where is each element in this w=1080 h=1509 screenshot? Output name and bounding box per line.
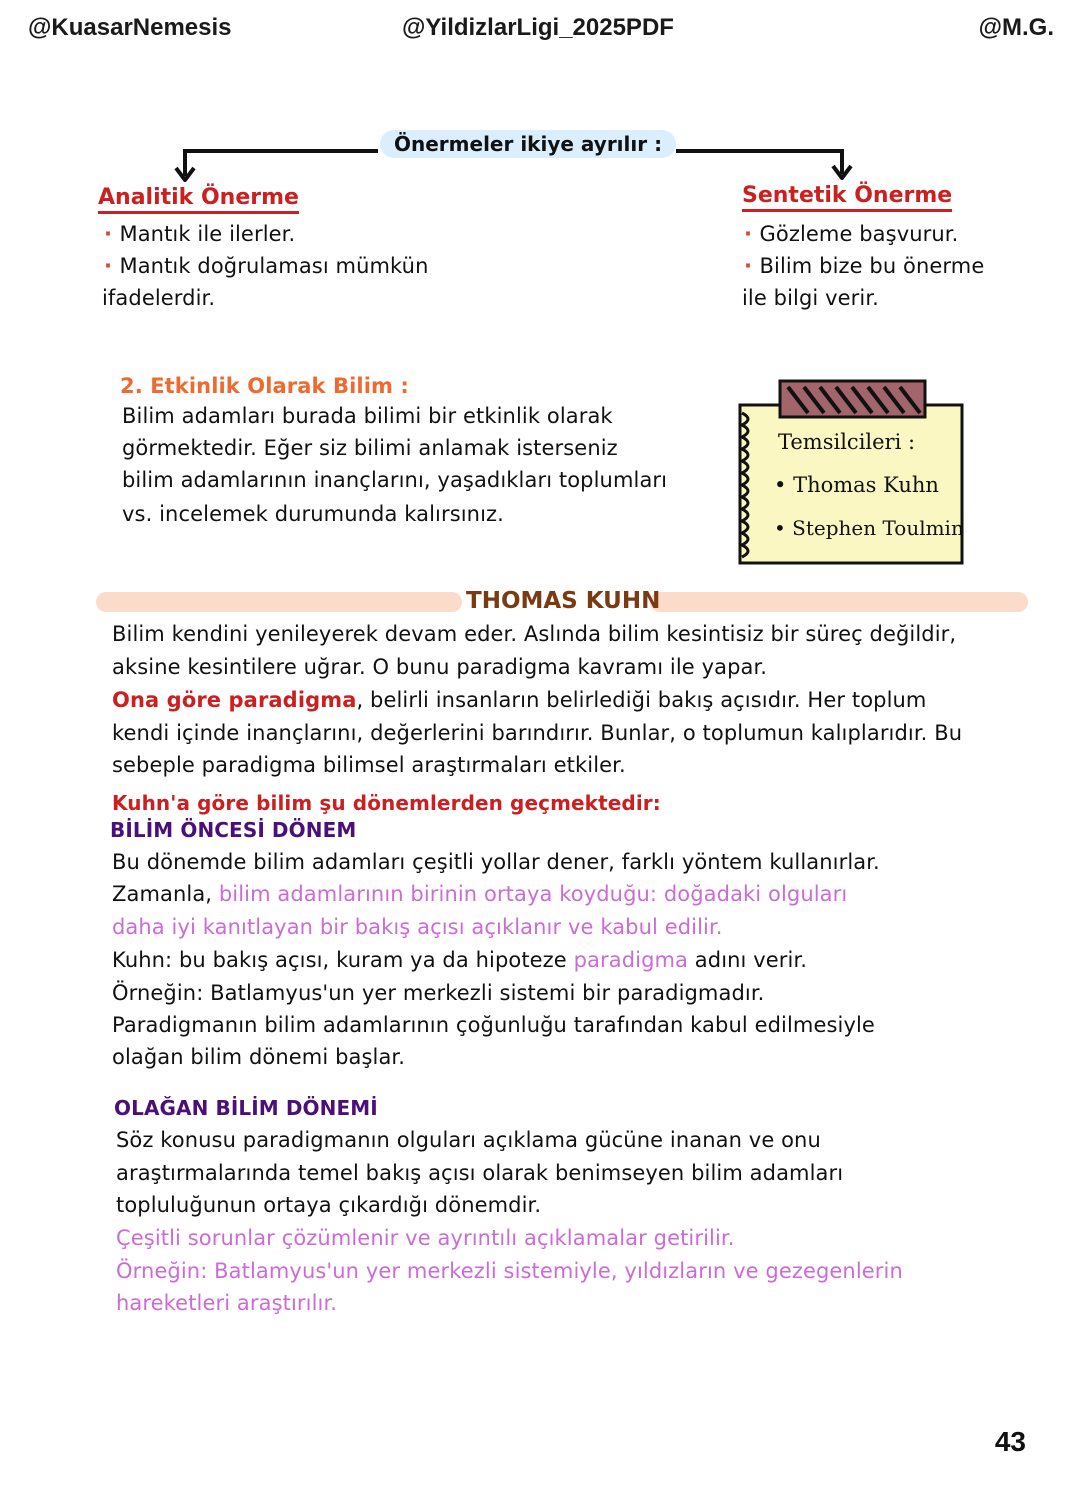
synthetic-item-2-cont: ile bilgi verir. xyxy=(742,286,879,310)
kuhn-line-3: Ona göre paradigma, belirli insanların belirlediği bakış açısıdır. Her toplum xyxy=(112,688,927,712)
section-bar-left xyxy=(96,592,462,612)
section-bar-right xyxy=(650,592,1028,612)
pre-science-line-6: Paradigmanın bilim adamlarının çoğunluğu tarafından kabul edilmesiyle xyxy=(112,1013,875,1037)
normal-science-line-6: hareketleri araştırılır. xyxy=(116,1291,338,1315)
activity-science-line-2: görmektedir. Eğer siz bilimi anlamak isterseniz xyxy=(122,436,618,460)
pre-science-period-title: BİLİM ÖNCESİ DÖNEM xyxy=(110,818,357,842)
kuhn-line-5: sebeple paradigma bilimsel araştırmaları etkiler. xyxy=(112,753,626,777)
bullet-icon: • xyxy=(774,473,794,497)
pre-science-line-5: Örneğin: Batlamyus'un yer merkezli sistemi bir paradigmadır. xyxy=(112,981,765,1005)
kuhn-line-4: kendi içinde inançlarını, değerlerini barındırır. Bunlar, o toplumun kalıplarıdır. Bu xyxy=(112,721,963,745)
normal-science-period-title: OLAĞAN BİLİM DÖNEMİ xyxy=(114,1096,378,1120)
pre-science-line-1: Bu dönemde bilim adamları çeşitli yollar dener, farklı yöntem kullanırlar. xyxy=(112,850,880,874)
synthetic-proposition-title: Sentetik Önerme xyxy=(742,183,952,212)
pre-science-line-3: daha iyi kanıtlayan bir bakış açısı açıklanır ve kabul edilir. xyxy=(112,915,723,939)
header-center-handle: @YildizlarLigi_2025PDF xyxy=(402,14,674,41)
pre-science-line-2: Zamanla, bilim adamlarının birinin ortaya koyduğu: doğadaki olguları xyxy=(112,882,848,906)
bullet-icon: · xyxy=(104,222,120,246)
bullet-icon: • xyxy=(774,516,793,540)
analytic-proposition-title: Analitik Önerme xyxy=(98,185,299,214)
normal-science-line-3: topluluğunun ortaya çıkardığı dönemdir. xyxy=(116,1193,542,1217)
note-title: Temsilcileri : xyxy=(778,430,916,454)
proposition-split-arrows xyxy=(0,0,1080,200)
pre-science-line-7: olağan bilim dönemi başlar. xyxy=(112,1045,405,1069)
kuhn-line-2: aksine kesintilere uğrar. O bunu paradigma kavramı ile yapar. xyxy=(112,655,768,679)
paradigm-definition-lead: Ona göre paradigma xyxy=(112,688,357,712)
synthetic-item-1: · Gözleme başvurur. xyxy=(744,222,959,246)
synthetic-item-2: · Bilim bize bu önerme xyxy=(744,254,985,278)
page-number: 43 xyxy=(994,1426,1026,1457)
propositions-title: Önermeler ikiye ayrılır : xyxy=(380,130,676,158)
kuhn-periods-intro: Kuhn'a göre bilim şu dönemlerden geçmektedir: xyxy=(112,791,661,815)
header-left-handle: @KuasarNemesis xyxy=(28,14,232,41)
header-right-handle: @M.G. xyxy=(978,14,1054,41)
normal-science-line-2: araştırmalarında temel bakış açısı olarak benimseyen bilim adamları xyxy=(116,1161,844,1185)
analytic-item-2-cont: ifadelerdir. xyxy=(102,286,216,310)
normal-science-line-4: Çeşitli sorunlar çözümlenir ve ayrıntılı açıklamalar getirilir. xyxy=(116,1226,735,1250)
normal-science-line-5: Örneğin: Batlamyus'un yer merkezli sistemiyle, yıldızların ve gezegenlerin xyxy=(116,1259,903,1283)
analytic-item-2: · Mantık doğrulaması mümkün xyxy=(104,254,429,278)
activity-science-title: 2. Etkinlik Olarak Bilim : xyxy=(120,374,409,398)
pre-science-line-4: Kuhn: bu bakış açısı, kuram ya da hipoteze paradigma adını verir. xyxy=(112,948,808,972)
thomas-kuhn-title: THOMAS KUHN xyxy=(466,588,661,614)
bullet-icon: · xyxy=(744,222,760,246)
activity-science-line-1: Bilim adamları burada bilimi bir etkinlik olarak xyxy=(122,404,613,428)
normal-science-line-1: Söz konusu paradigmanın olguları açıklama gücüne inanan ve onu xyxy=(116,1128,821,1152)
kuhn-line-1: Bilim kendini yenileyerek devam eder. Aslında bilim kesintisiz bir süreç değildir, xyxy=(112,622,957,646)
activity-science-line-3: bilim adamlarının inançlarını, yaşadıkları toplumları xyxy=(122,468,668,492)
bullet-icon: · xyxy=(744,254,760,278)
activity-science-line-4: vs. incelemek durumunda kalırsınız. xyxy=(122,502,504,526)
note-item-kuhn: • Thomas Kuhn xyxy=(774,473,939,497)
bullet-icon: · xyxy=(104,254,120,278)
note-item-toulmin: • Stephen Toulmin xyxy=(774,516,964,540)
analytic-item-1: · Mantık ile ilerler. xyxy=(104,222,296,246)
